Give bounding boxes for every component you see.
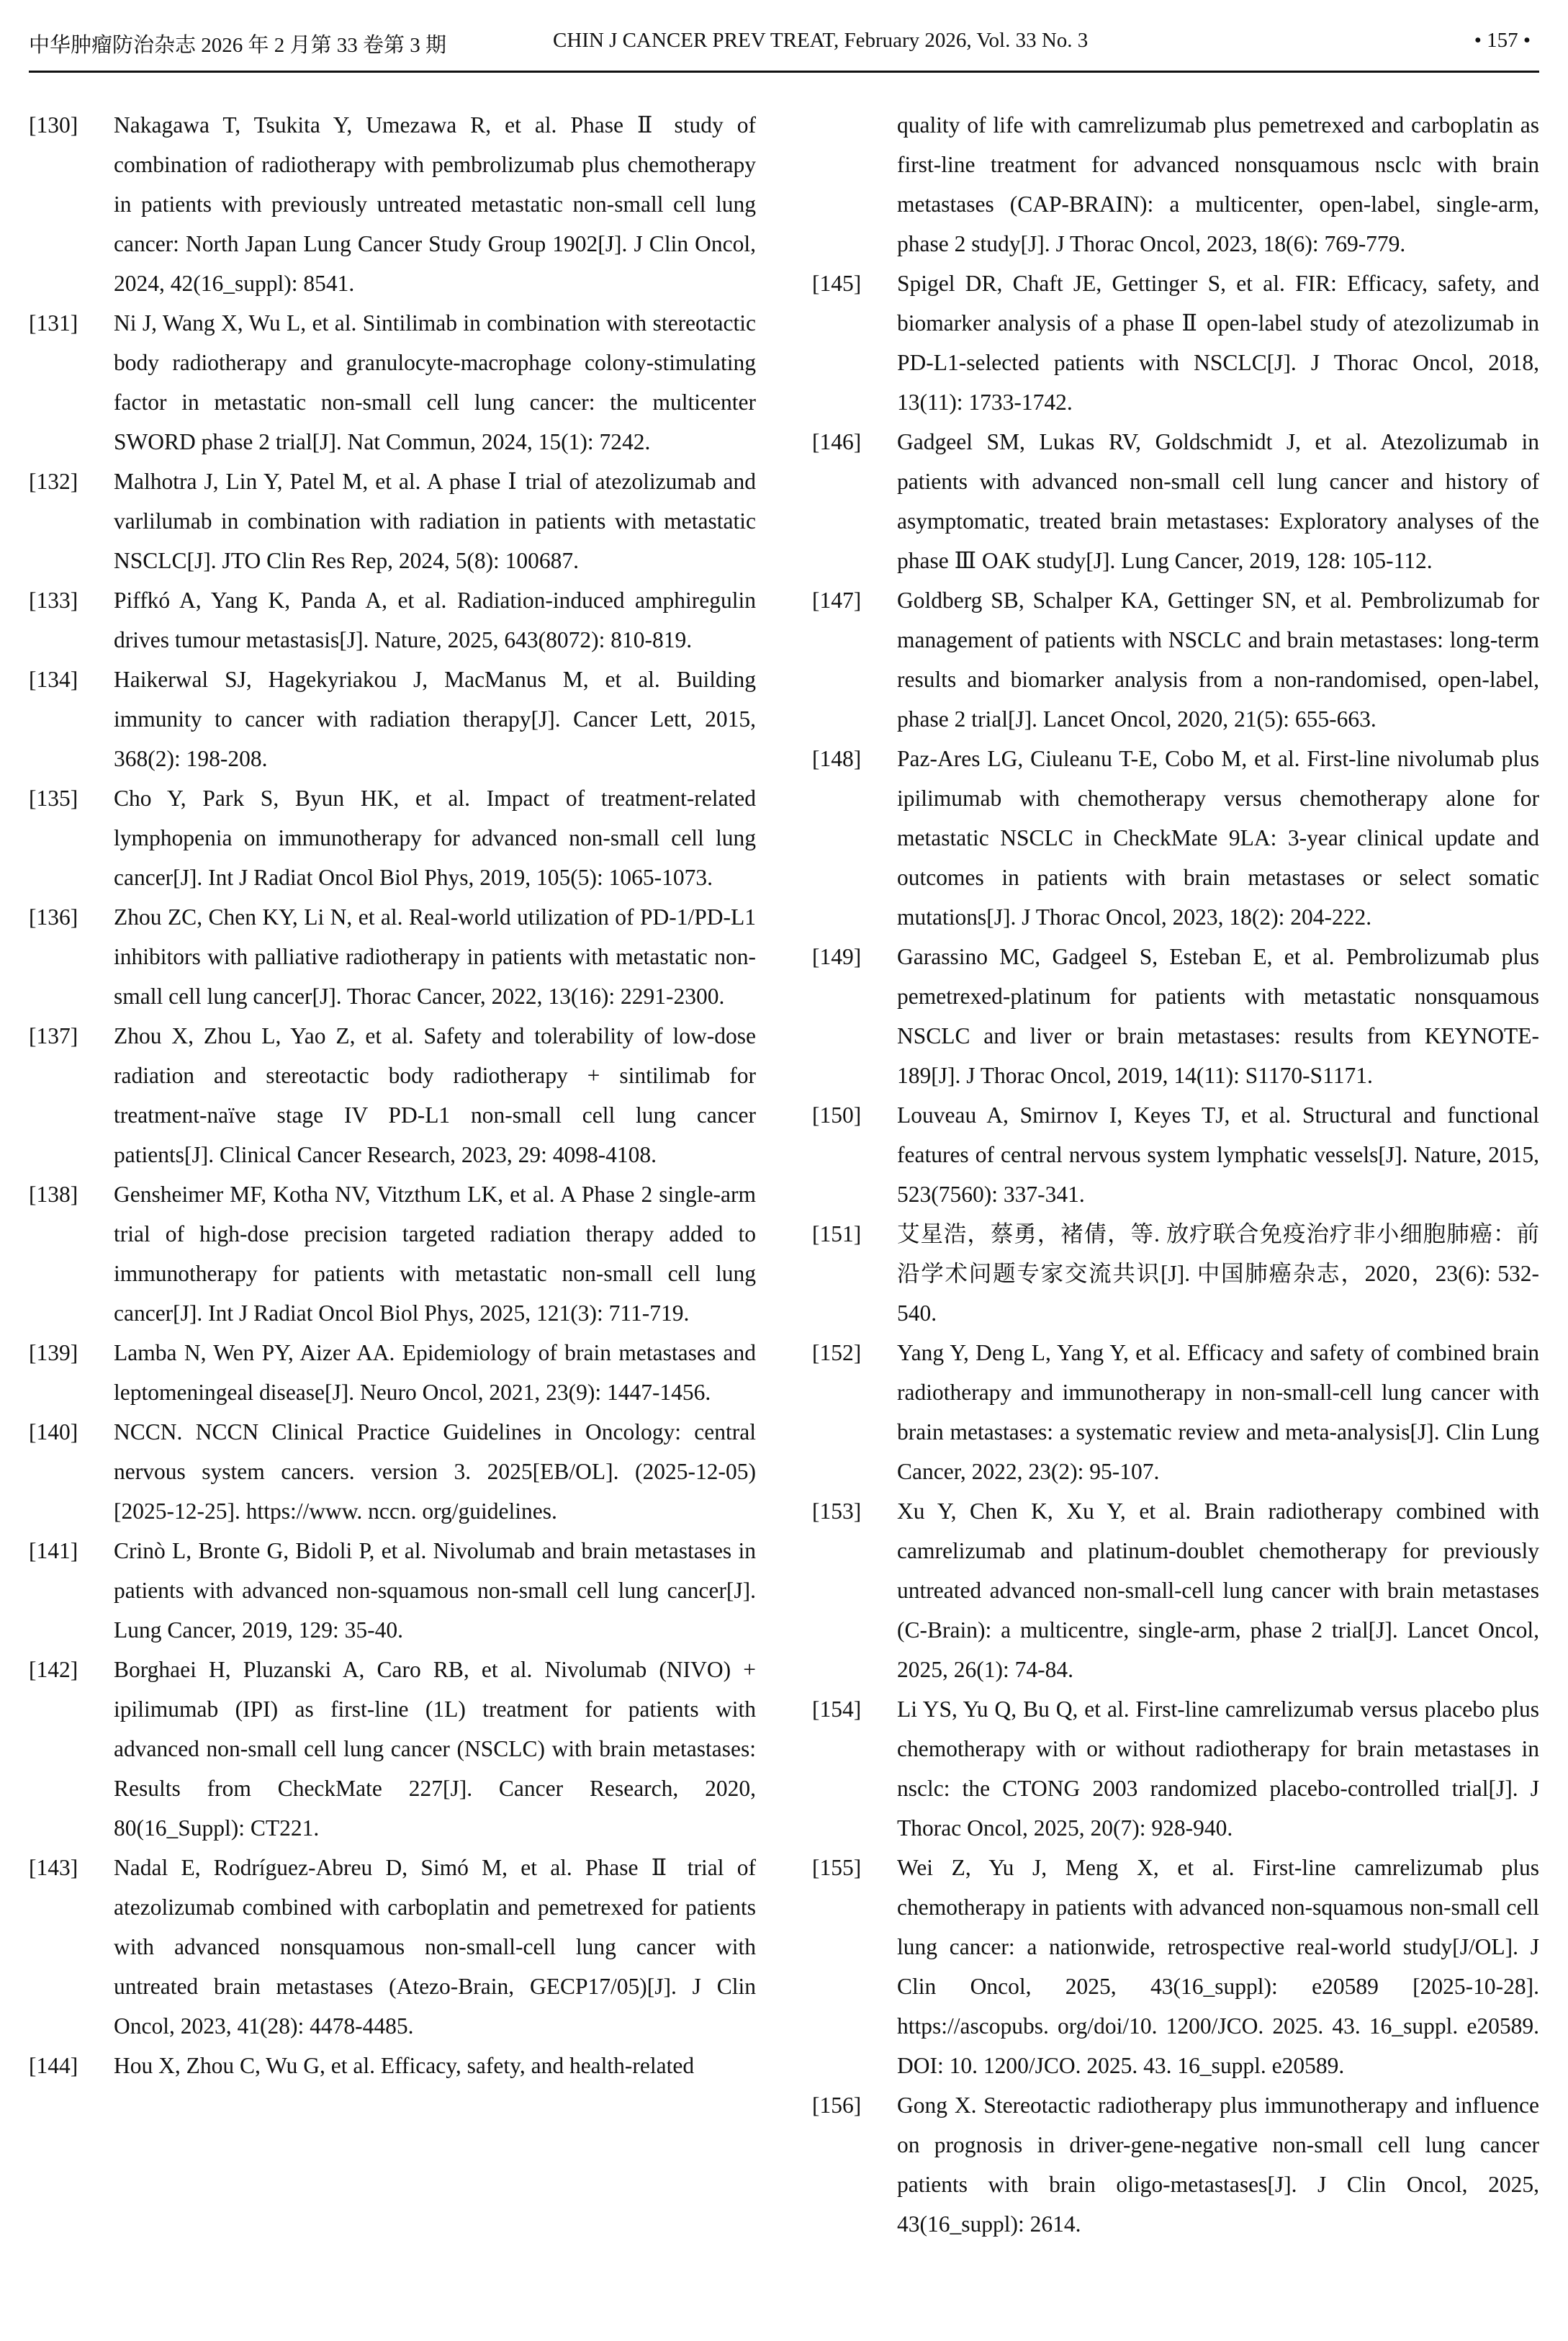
reference-text: Cho Y, Park S, Byun HK, et al. Impact of treatment-related lymphopenia on immunotherapy for advanced non-small cell lung cancer[J]. Int J Radiat Oncol Biol Phys, 2019, 105(5): 1065-1073. bbox=[114, 786, 756, 890]
reference-item bbox=[812, 937, 1539, 1095]
reference-number: [150] bbox=[812, 1102, 862, 1128]
reference-text: Haikerwal SJ, Hagekyriakou J, MacManus M, et al. Building immunity to cancer with radiation therapy[J]. Cancer Lett, 2015, 368(2): 198-208. bbox=[114, 667, 756, 771]
reference-item bbox=[812, 1848, 1539, 2085]
reference-text: Borghaei H, Pluzanski A, Caro RB, et al. Nivolumab (NIVO) + ipilimumab (IPI) as first-line (1L) treatment for patients with advanced non-small cell lung cancer (NSCLC) with brain metastases: Results from CheckMate 227[J]. Cancer Research, 2020, 80(16_Suppl): CT221. bbox=[114, 1657, 756, 1841]
reference-text: Zhou X, Zhou L, Yao Z, et al. Safety and tolerability of low-dose radiation and stereotactic body radiotherapy + sintilimab for treatment-naïve stage IV PD-L1 non-small cell lung cancer patients[J]. Clinical Cancer Research, 2023, 29: 4098-4108. bbox=[114, 1023, 756, 1167]
reference-number: [151] bbox=[812, 1221, 862, 1246]
running-header bbox=[29, 29, 1539, 69]
reference-item bbox=[812, 1491, 1539, 1689]
reference-item bbox=[29, 1848, 756, 2046]
reference-number: [140] bbox=[29, 1419, 78, 1444]
reference-item bbox=[29, 1412, 756, 1531]
reference-item bbox=[29, 660, 756, 778]
reference-item bbox=[812, 1214, 1539, 1333]
reference-text: Li YS, Yu Q, Bu Q, et al. First-line camrelizumab versus placebo plus chemotherapy with or without radiotherapy for brain metastases in nsclc: the CTONG 2003 randomized placebo-controlled trial[J]. J Thorac Oncol, 2025, 20(7): 928-940. bbox=[897, 1697, 1539, 1841]
reference-number: [153] bbox=[812, 1498, 862, 1524]
reference-number: [142] bbox=[29, 1657, 78, 1682]
journal-title-cn: 中华肿瘤防治杂志 2026 年 2 月第 33 卷第 3 期 bbox=[29, 34, 447, 57]
reference-number: [149] bbox=[812, 944, 862, 969]
reference-item bbox=[812, 580, 1539, 739]
reference-text: NCCN. NCCN Clinical Practice Guidelines in Oncology: central nervous system cancers. version 3. 2025[EB/OL]. (2025-12-05) [2025-12-25]. https://www. nccn. org/guidelines. bbox=[114, 1419, 756, 1524]
reference-text: Gong X. Stereotactic radiotherapy plus immunotherapy and influence on prognosis in driver-gene-negative non-small cell lung cancer patients with brain oligo-metastases[J]. J Clin Oncol, 2025, 43(16_suppl): 2614. bbox=[897, 2093, 1539, 2237]
reference-number: [131] bbox=[29, 310, 78, 336]
reference-number: [154] bbox=[812, 1697, 862, 1722]
reference-text: Spigel DR, Chaft JE, Gettinger S, et al. FIR: Efficacy, safety, and biomarker analysis of a phase Ⅱ open-label study of atezolizumab in PD-L1-selected patients with NSCLC[J]. J Thorac Oncol, 2018, 13(11): 1733-1742. bbox=[897, 271, 1539, 415]
reference-text: Gensheimer MF, Kotha NV, Vitzthum LK, et al. A Phase 2 single-arm trial of high-dose precision targeted radiation therapy added to immunotherapy for patients with metastatic non-small cell lung cancer[J]. Int J Radiat Oncol Biol Phys, 2025, 121(3): 711-719. bbox=[114, 1182, 756, 1326]
reference-continuation: quality of life with camrelizumab plus pemetrexed and carboplatin as first-line treatment for advanced nonsquamous nsclc with brain metastases (CAP-BRAIN): a multicenter, open-label, single-arm, phase 2 study[J]. J Thorac Oncol, 2023, 18(6): 769-779. bbox=[897, 112, 1539, 256]
reference-text: Yang Y, Deng L, Yang Y, et al. Efficacy and safety of combined brain radiotherapy and immunotherapy in non-small-cell lung cancer with brain metastases: a systematic review and meta-analysis[J]. Clin Lung Cancer, 2022, 23(2): 95-107. bbox=[897, 1340, 1539, 1484]
reference-text: Nadal E, Rodríguez-Abreu D, Simó M, et al. Phase Ⅱ trial of atezolizumab combined with carboplatin and pemetrexed for patients with advanced nonsquamous non-small-cell lung cancer with untreated brain metastases (Atezo-Brain, GECP17/05)[J]. J Clin Oncol, 2023, 41(28): 4478-4485. bbox=[114, 1855, 756, 2039]
reference-text: Ni J, Wang X, Wu L, et al. Sintilimab in combination with stereotactic body radiotherapy and granulocyte-macrophage colony-stimulating factor in metastatic non-small cell lung cancer: the multicenter SWORD phase 2 trial[J]. Nat Commun, 2024, 15(1): 7242. bbox=[114, 310, 756, 454]
reference-text: 艾星浩，蔡勇，褚倩，等. 放疗联合免疫治疗非小细胞肺癌：前沿学术问题专家交流共识[J]. 中国肺癌杂志，2020，23(6): 532-540. bbox=[897, 1221, 1539, 1326]
reference-item bbox=[29, 1174, 756, 1333]
reference-item bbox=[29, 778, 756, 897]
page-number: • 157 • bbox=[1474, 29, 1531, 52]
reference-text: Gadgeel SM, Lukas RV, Goldschmidt J, et al. Atezolizumab in patients with advanced non-small cell lung cancer and history of asymptomatic, treated brain metastases: Exploratory analyses of the phase Ⅲ OAK study[J]. Lung Cancer, 2019, 128: 105-112. bbox=[897, 429, 1539, 573]
reference-text: Malhotra J, Lin Y, Patel M, et al. A phase Ⅰ trial of atezolizumab and varlilumab in combination with radiation in patients with metastatic NSCLC[J]. JTO Clin Res Rep, 2024, 5(8): 100687. bbox=[114, 469, 756, 573]
right-column-references bbox=[812, 105, 1539, 2244]
reference-number: [155] bbox=[812, 1855, 862, 1880]
reference-number: [156] bbox=[812, 2093, 862, 2118]
reference-number: [147] bbox=[812, 588, 862, 613]
reference-item bbox=[812, 264, 1539, 422]
left-column-references bbox=[29, 105, 756, 2085]
reference-item bbox=[29, 897, 756, 1016]
reference-text: Xu Y, Chen K, Xu Y, et al. Brain radiotherapy combined with camrelizumab and platinum-doublet chemotherapy for previously untreated advanced non-small-cell lung cancer with brain metastases (C-Brain): a multicentre, single-arm, phase 2 trial[J]. Lancet Oncol, 2025, 26(1): 74-84. bbox=[897, 1498, 1539, 1682]
reference-number: [133] bbox=[29, 588, 78, 613]
reference-text: Nakagawa T, Tsukita Y, Umezawa R, et al. Phase Ⅱ study of combination of radiotherapy with pembrolizumab plus chemotherapy in patients with previously untreated metastatic non-small cell lung cancer: North Japan Lung Cancer Study Group 1902[J]. J Clin Oncol, 2024, 42(16_suppl): 8541. bbox=[114, 112, 756, 296]
reference-number: [136] bbox=[29, 904, 78, 930]
reference-number: [132] bbox=[29, 469, 78, 494]
reference-number: [138] bbox=[29, 1182, 78, 1207]
reference-text: Zhou ZC, Chen KY, Li N, et al. Real-world utilization of PD-1/PD-L1 inhibitors with palliative radiotherapy in patients with metastatic non-small cell lung cancer[J]. Thorac Cancer, 2022, 13(16): 2291-2300. bbox=[114, 904, 756, 1009]
reference-item bbox=[812, 2085, 1539, 2244]
reference-text: Piffkó A, Yang K, Panda A, et al. Radiation-induced amphiregulin drives tumour metastasis[J]. Nature, 2025, 643(8072): 810-819. bbox=[114, 588, 756, 652]
reference-number: [130] bbox=[29, 112, 78, 138]
reference-text: Lamba N, Wen PY, Aizer AA. Epidemiology of brain metastases and leptomeningeal disease[J]. Neuro Oncol, 2021, 23(9): 1447-1456. bbox=[114, 1340, 756, 1405]
reference-number: [144] bbox=[29, 2053, 78, 2078]
reference-item bbox=[812, 739, 1539, 937]
reference-text: Crinò L, Bronte G, Bidoli P, et al. Nivolumab and brain metastases in patients with advanced non-squamous non-small cell lung cancer[J]. Lung Cancer, 2019, 129: 35-40. bbox=[114, 1538, 756, 1643]
reference-number: [137] bbox=[29, 1023, 78, 1048]
reference-item bbox=[29, 1531, 756, 1650]
reference-item bbox=[812, 422, 1539, 580]
reference-number: [145] bbox=[812, 271, 862, 296]
reference-item bbox=[29, 580, 756, 660]
reference-item bbox=[29, 105, 756, 303]
reference-number: [152] bbox=[812, 1340, 862, 1365]
reference-item bbox=[29, 1333, 756, 1412]
reference-item bbox=[812, 1333, 1539, 1491]
header-rule bbox=[29, 71, 1539, 73]
reference-item bbox=[29, 2046, 756, 2085]
journal-title-en: CHIN J CANCER PREV TREAT, February 2026, Vol. 33 No. 3 bbox=[553, 29, 1089, 52]
reference-number: [135] bbox=[29, 786, 78, 811]
reference-text: Garassino MC, Gadgeel S, Esteban E, et al. Pembrolizumab plus pemetrexed-platinum for patients with metastatic nonsquamous NSCLC and liver or brain metastases: results from KEYNOTE-189[J]. J Thorac Oncol, 2019, 14(11): S1170-S1171. bbox=[897, 944, 1539, 1088]
reference-number: [141] bbox=[29, 1538, 78, 1563]
reference-item bbox=[29, 1016, 756, 1174]
reference-number: [134] bbox=[29, 667, 78, 692]
reference-number: [148] bbox=[812, 746, 862, 771]
reference-text: Goldberg SB, Schalper KA, Gettinger SN, et al. Pembrolizumab for management of patients with NSCLC and brain metastases: long-term results and biomarker analysis from a non-randomised, open-label, phase 2 trial[J]. Lancet Oncol, 2020, 21(5): 655-663. bbox=[897, 588, 1539, 732]
reference-item bbox=[812, 1095, 1539, 1214]
reference-number: [139] bbox=[29, 1340, 78, 1365]
reference-text: Wei Z, Yu J, Meng X, et al. First-line camrelizumab plus chemotherapy in patients with advanced non-squamous non-small cell lung cancer: a nationwide, retrospective real-world study[J/OL]. J Clin Oncol, 2025, 43(16_suppl): e20589 [2025-10-28]. https://ascopubs. org/doi/10. 1200/JCO. 2025. 43. 16_suppl. e20589. DOI: 10. 1200/JCO. 2025. 43. 16_suppl. e20589. bbox=[897, 1855, 1539, 2078]
reference-text: Paz-Ares LG, Ciuleanu T-E, Cobo M, et al. First-line nivolumab plus ipilimumab with chemotherapy versus chemotherapy alone for metastatic NSCLC in CheckMate 9LA: 3-year clinical update and outcomes in patients with brain metastases or select somatic mutations[J]. J Thorac Oncol, 2023, 18(2): 204-222. bbox=[897, 746, 1539, 930]
reference-number: [146] bbox=[812, 429, 862, 454]
reference-item bbox=[29, 303, 756, 462]
reference-item bbox=[29, 462, 756, 580]
reference-number: [143] bbox=[29, 1855, 78, 1880]
reference-text: Louveau A, Smirnov I, Keyes TJ, et al. Structural and functional features of central nervous system lymphatic vessels[J]. Nature, 2015, 523(7560): 337-341. bbox=[897, 1102, 1539, 1207]
reference-text: Hou X, Zhou C, Wu G, et al. Efficacy, safety, and health-related bbox=[114, 2053, 695, 2078]
reference-item bbox=[812, 1689, 1539, 1848]
reference-item bbox=[29, 1650, 756, 1848]
